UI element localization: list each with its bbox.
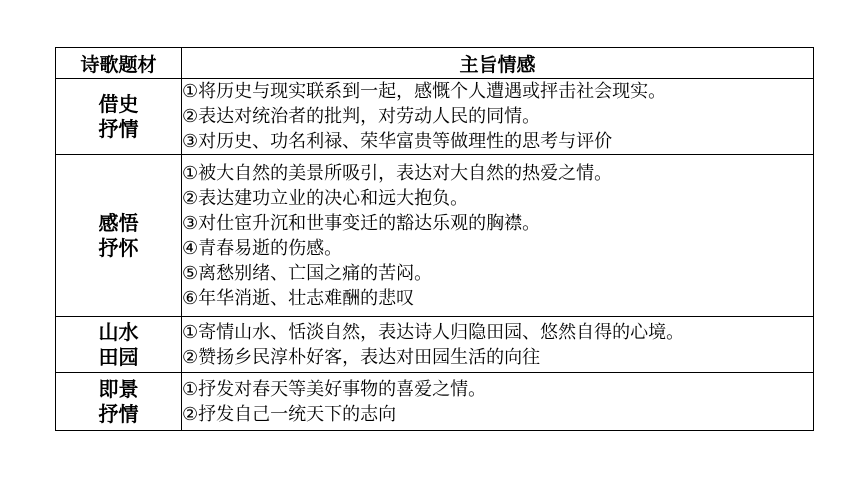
theme-cell	[182, 317, 814, 373]
poetry-theme-table	[55, 47, 814, 431]
topic-line: 抒怀	[98, 235, 139, 260]
theme-item: ③对历史、功名利禄、荣华富贵等做理性的思考与评价	[182, 131, 613, 152]
theme-cell	[182, 373, 814, 431]
header-theme: 主旨情感	[182, 48, 814, 79]
theme-cell	[182, 79, 814, 155]
theme-item: ②赞扬乡民淳朴好客，表达对田园生活的向往	[182, 346, 541, 368]
topic-line: 抒情	[98, 401, 139, 426]
theme-item: ①抒发对春天等美好事物的喜爱之情。	[182, 378, 487, 400]
table-row-reflection	[56, 155, 814, 317]
theme-item: ①将历史与现实联系到一起，感慨个人遭遇或抨击社会现实。	[182, 81, 667, 102]
theme-item: ①被大自然的美景所吸引，表达对大自然的热爱之情。	[182, 162, 613, 184]
theme-item: ⑤离愁别绪、亡国之痛的苦闷。	[182, 262, 433, 284]
topic-cell	[56, 373, 182, 431]
table-row-scenery	[56, 373, 814, 431]
topic-line: 借史	[98, 91, 139, 116]
topic-cell	[56, 155, 182, 317]
theme-item: ③对仕宦升沉和世事变迁的豁达乐观的胸襟。	[182, 212, 541, 234]
topic-cell	[56, 317, 182, 373]
theme-item: ⑥年华消逝、壮志难酬的悲叹	[182, 287, 415, 309]
theme-item: ①寄情山水、恬淡自然，表达诗人归隐田园、悠然自得的心境。	[182, 321, 685, 343]
table-row-landscape	[56, 317, 814, 373]
topic-line: 抒情	[98, 116, 139, 141]
theme-item: ②表达建功立业的决心和远大抱负。	[182, 187, 469, 209]
theme-item: ④青春易逝的伤感。	[182, 237, 343, 259]
topic-cell	[56, 79, 182, 155]
topic-line: 山水	[98, 319, 139, 344]
theme-item: ②表达对统治者的批判，对劳动人民的同情。	[182, 106, 541, 127]
header-topic: 诗歌题材	[56, 48, 182, 79]
table-header-row	[56, 48, 814, 79]
theme-item: ②抒发自己一统天下的志向	[182, 403, 397, 425]
table-row-history	[56, 79, 814, 155]
topic-line: 即景	[98, 376, 139, 401]
topic-line: 感悟	[98, 210, 139, 235]
theme-cell	[182, 155, 814, 317]
topic-line: 田园	[98, 344, 139, 369]
